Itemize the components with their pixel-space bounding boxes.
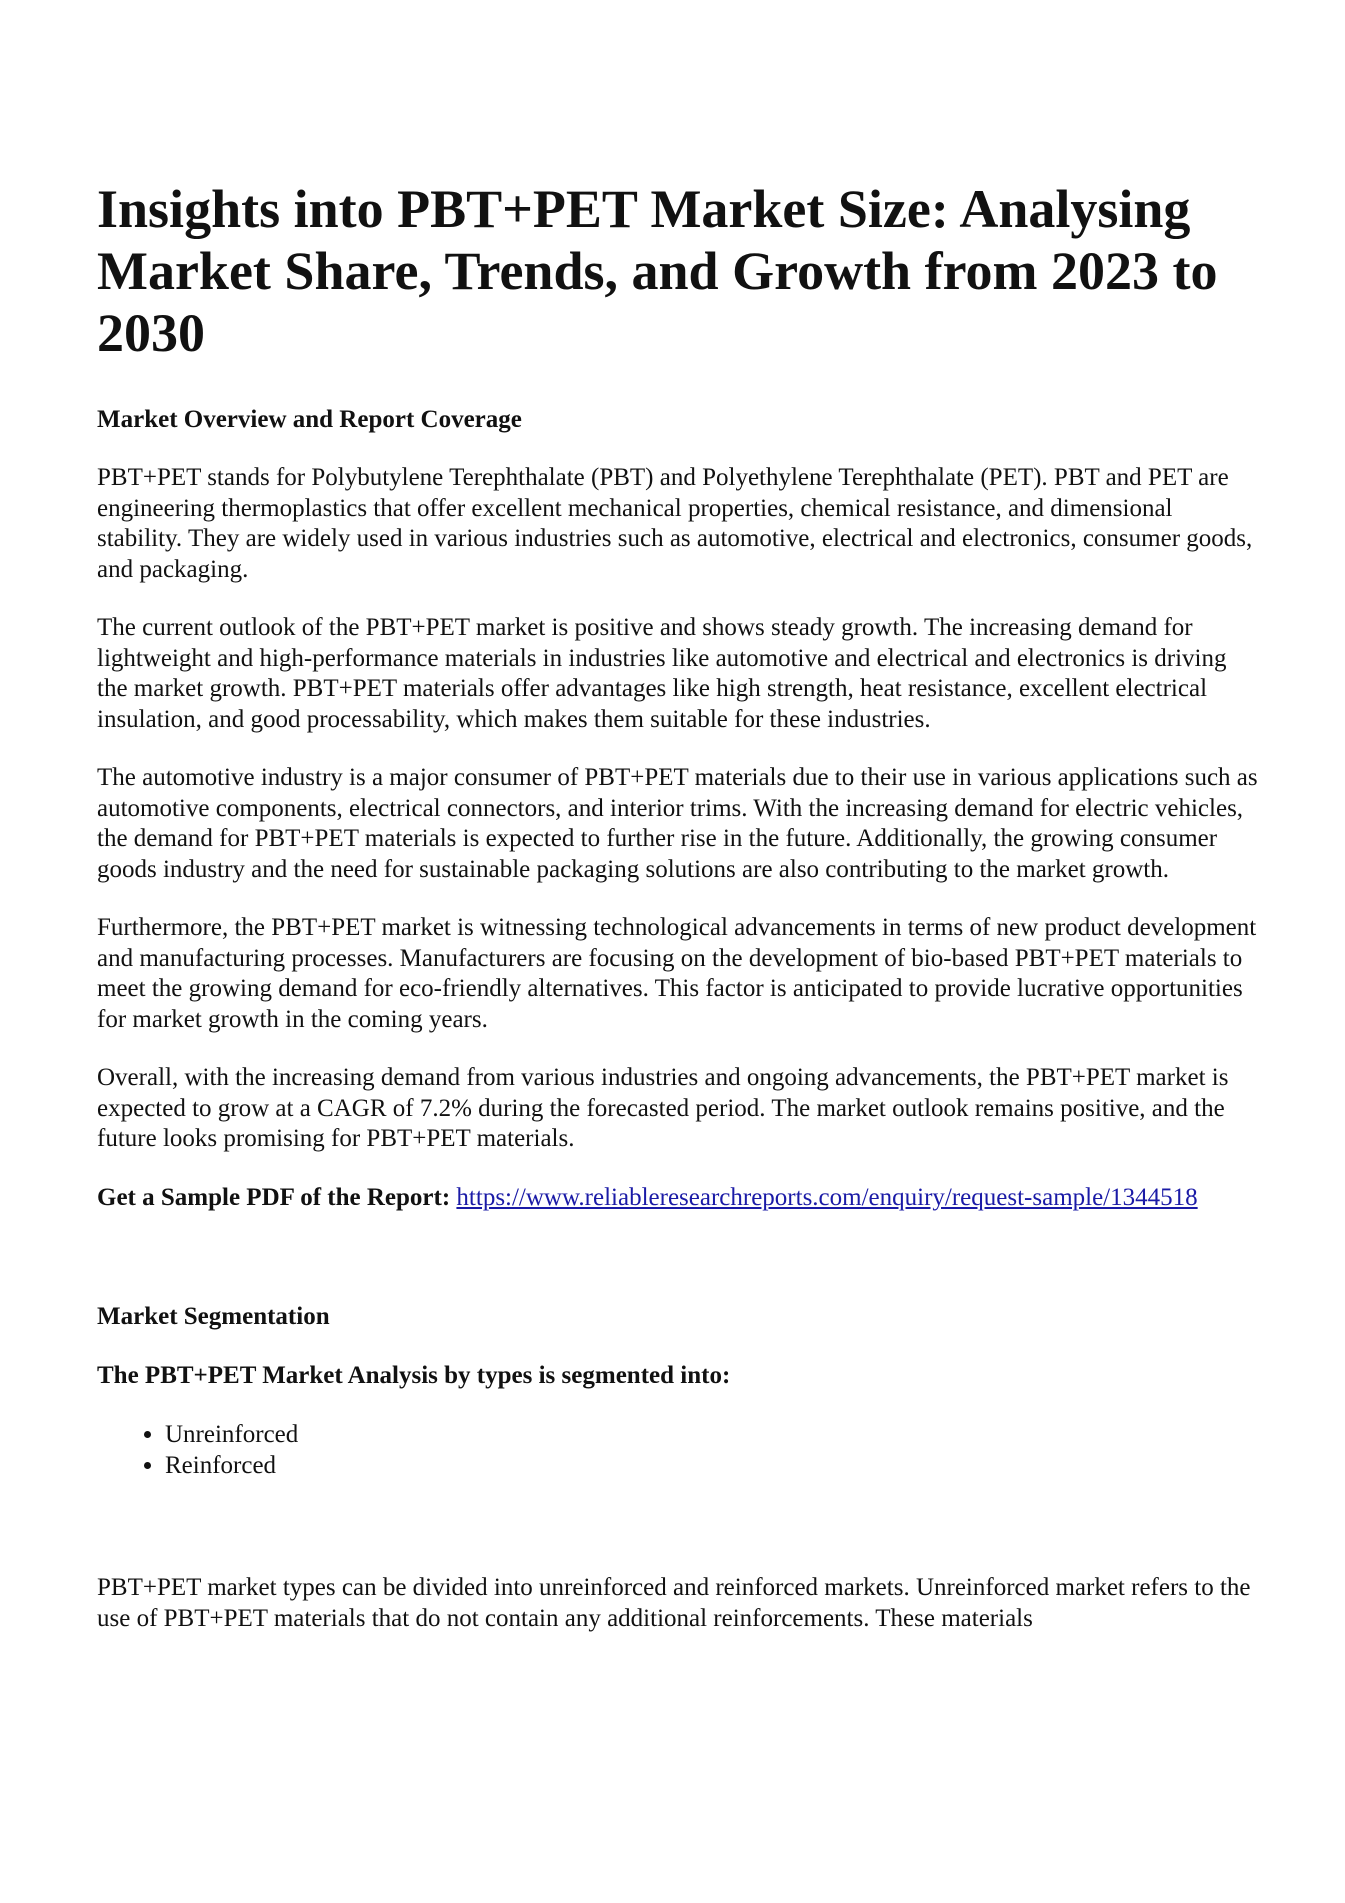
overview-paragraph-5: Overall, with the increasing demand from various industries and ongoing advancements, the PBT+PET market is expected to grow at a CAGR of 7.2% during the forecasted period. The market outlook remains positive, and the future looks promising for PBT+PET materials.: [97, 1064, 1229, 1152]
page-title: Insights into PBT+PET Market Size: Analysing Market Share, Trends, and Growth from 2023 to 2030: [97, 179, 1218, 363]
types-list: [97, 1419, 1262, 1481]
list-item: • Unreinforced: [165, 1419, 1262, 1450]
overview-paragraph-3: The automotive industry is a major consumer of PBT+PET materials due to their use in various applications such as automotive components, electrical connectors, and interior trims. With the increasing demand for electric vehicles, the demand for PBT+PET materials is expected to further rise in the future. Additionally, the growing consumer goods industry and the need for sustainable packaging solutions are also contributing to the market growth.: [97, 764, 1258, 883]
overview-paragraph-1: PBT+PET stands for Polybutylene Terephthalate (PBT) and Polyethylene Terephthalate (PET). PBT and PET are engineering thermoplastics that offer excellent mechanical properties, chemical resistance, and dimensional stability. They are widely used in various industries such as automotive, electrical and electronics, consumer goods, and packaging.: [97, 464, 1253, 583]
overview-heading: Market Overview and Report Coverage: [97, 406, 522, 433]
sample-request-line: [97, 1183, 1262, 1214]
overview-paragraph-2: The current outlook of the PBT+PET market is positive and shows steady growth. The increasing demand for lightweight and high-performance materials in industries like automotive and electrical and electronics is driving the market growth. PBT+PET materials offer advantages like high strength, heat resistance, excellent electrical insulation, and good processability, which makes them suitable for these industries.: [97, 614, 1227, 733]
overview-paragraph-4: Furthermore, the PBT+PET market is witnessing technological advancements in terms of new product development and manufacturing processes. Manufacturers are focusing on the development of bio-based PBT+PET materials to meet the growing demand for eco-friendly alternatives. This factor is anticipated to provide lucrative opportunities for market growth in the coming years.: [97, 914, 1257, 1033]
segmentation-heading: Market Segmentation: [97, 1303, 330, 1330]
types-heading: The PBT+PET Market Analysis by types is segmented into:: [97, 1362, 731, 1389]
sample-request-link[interactable]: https://www.reliableresearchreports.com/enquiry/request-sample/1344518: [456, 1183, 1198, 1211]
sample-request-label: Get a Sample PDF of the Report:: [97, 1183, 451, 1211]
types-paragraph: PBT+PET market types can be divided into unreinforced and reinforced markets. Unreinforced market refers to the use of PBT+PET materials that do not contain any additional reinforcements. These materials: [97, 1574, 1251, 1632]
list-item: • Reinforced: [165, 1450, 1262, 1481]
document-page: [97, 178, 1262, 1634]
